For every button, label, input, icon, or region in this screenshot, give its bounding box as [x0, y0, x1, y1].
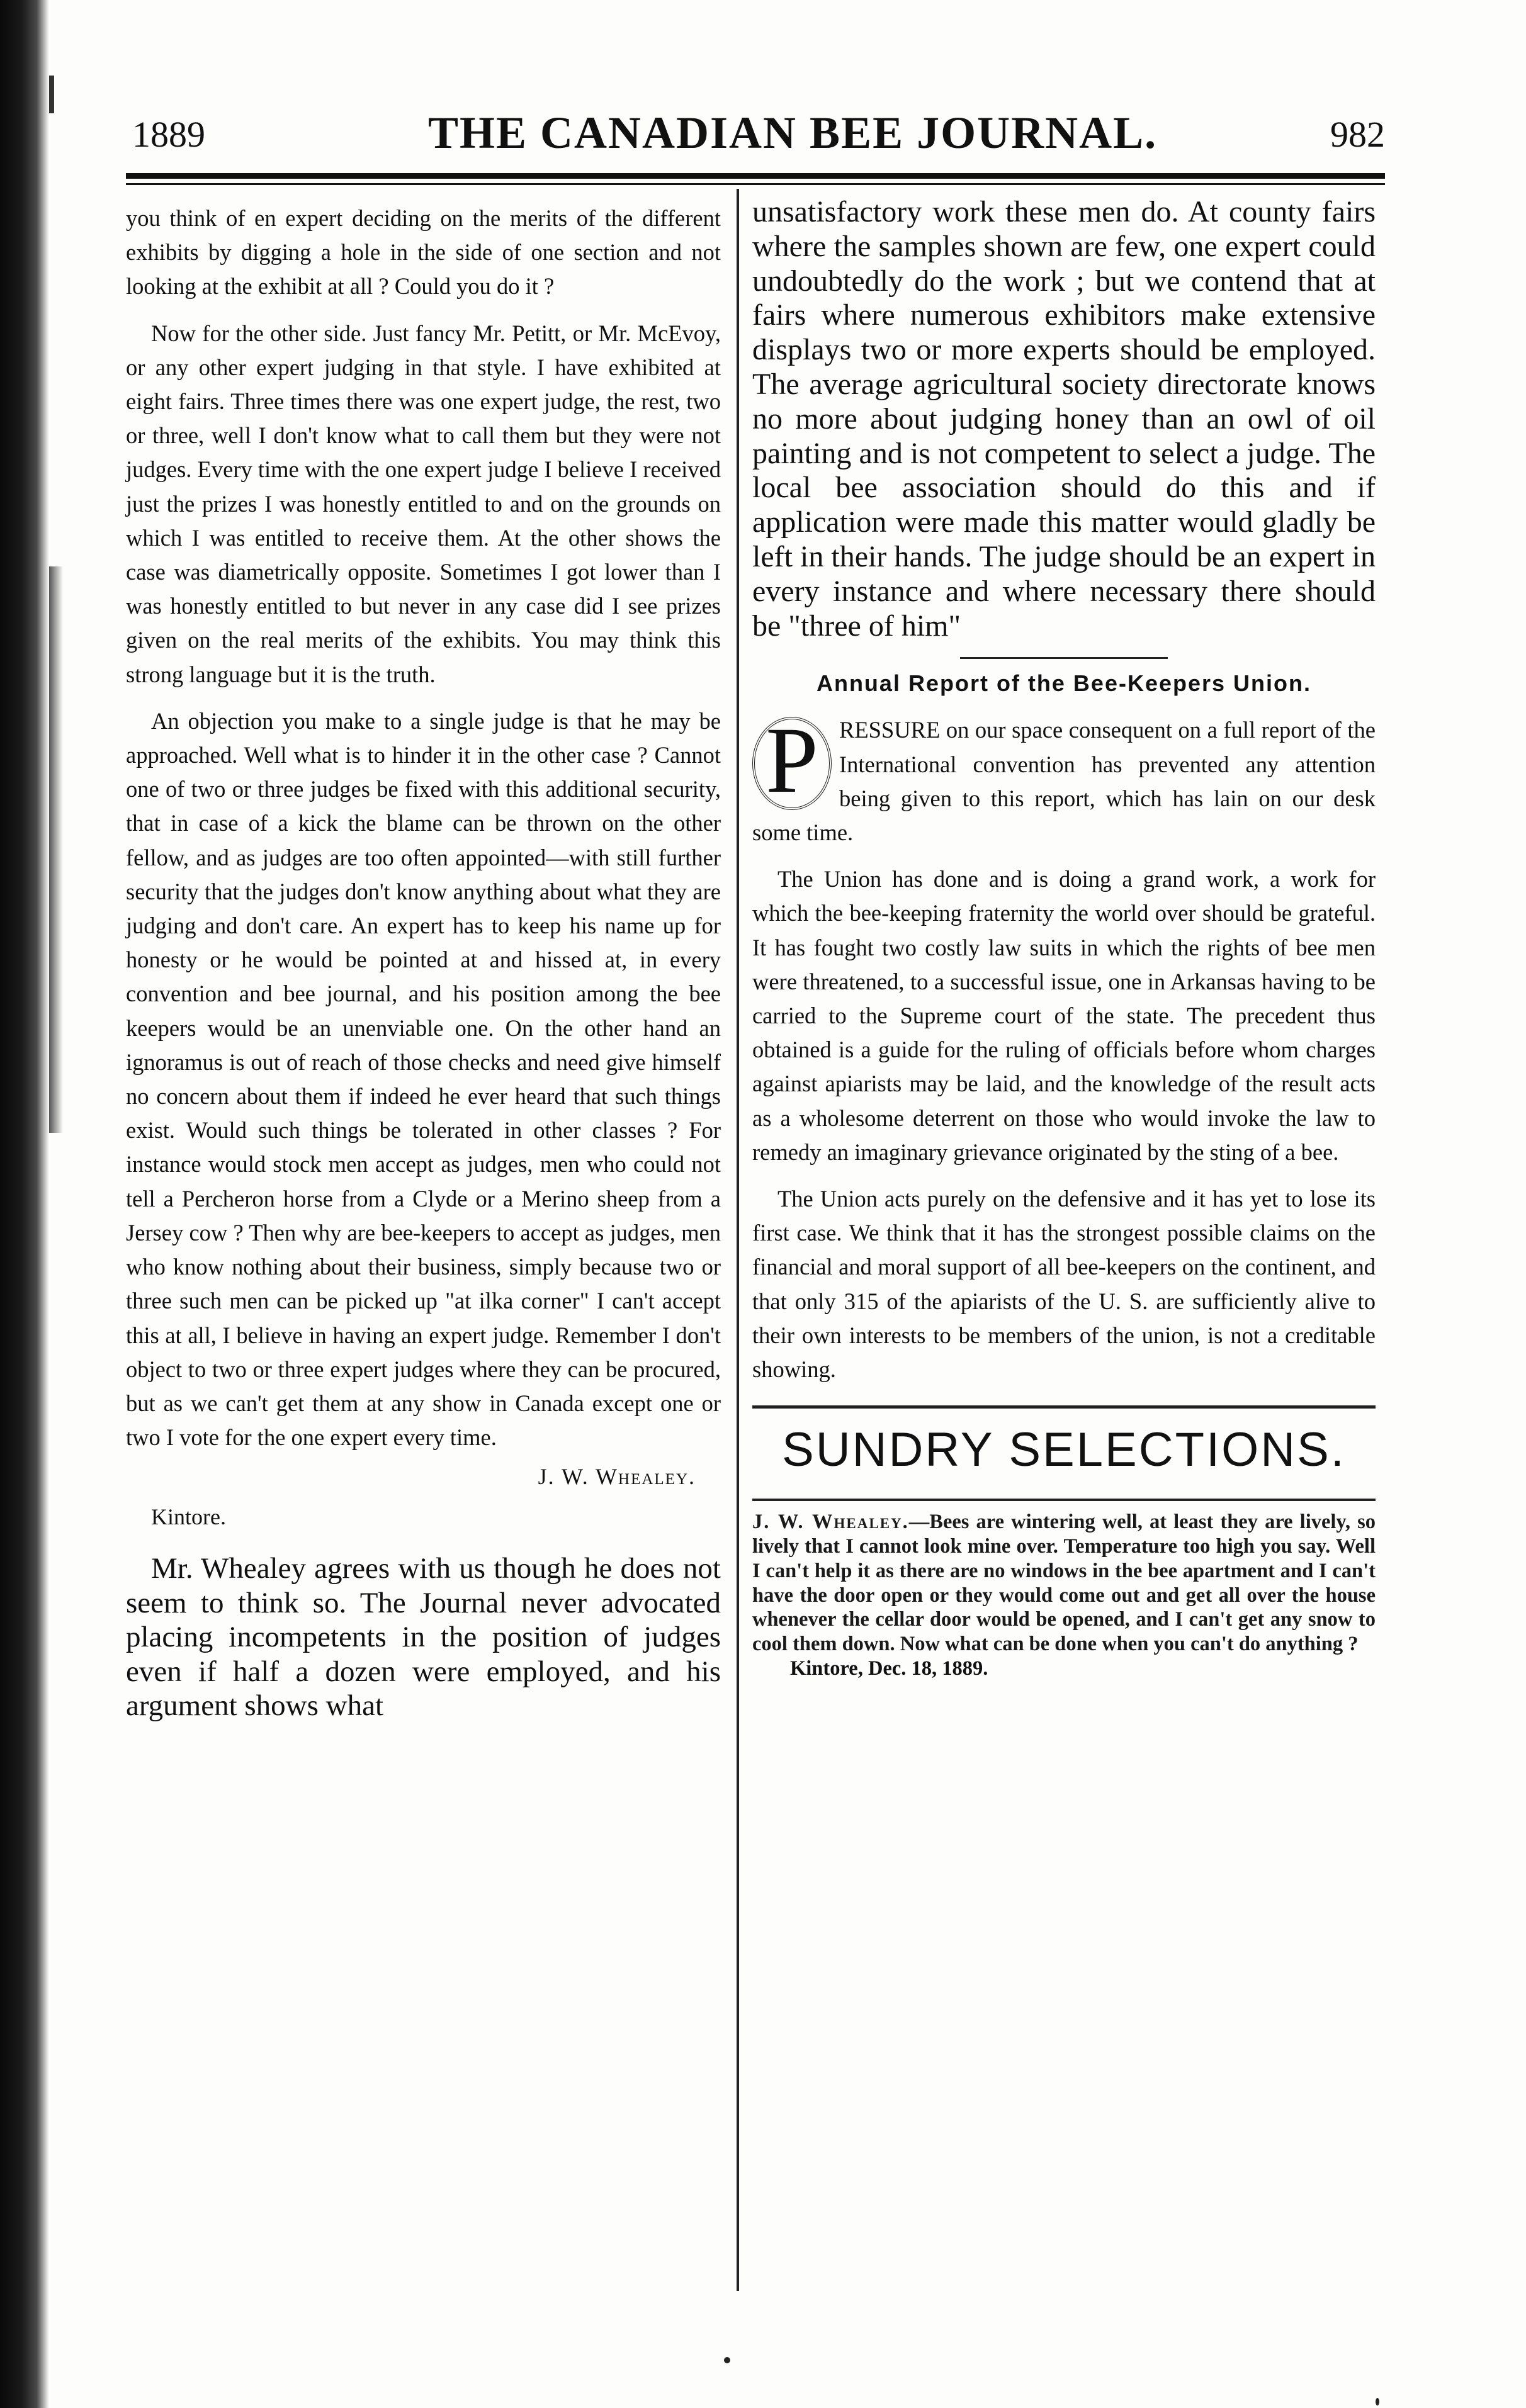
letter-paragraph: Now for the other side. Just fancy Mr. Petitt, or Mr. McEvoy, or any other expert judging in that style. I have exhibited at eight fairs. Three times there was one expert judge, the rest, two or three, well I don't know what to call them but they were not judges. Every time with the one expert judge I believe I received just the prizes I was honestly entitled to and on the grounds on which I was entitled to receive them. At the other shows the case was diametrically opposite. Sometimes I got lower than I was honestly entitled to but never in any case did I see prizes given on the real merits of the exhibits. You may think this strong language but it is the truth. [126, 320, 721, 687]
letter-paragraph: An objection you make to a single judge is that he may be approached. Well what is to hinder it in the other case ? Cannot one of two or three judges be fixed with this additional security, that in case of a kick the blame can be thrown on the other fellow, and as judges are too often appointed—with still further security that the judges don't know anything about what they are judging and don't care. An expert has to keep his name up for honesty or he would be pointed at and hissed at, in every convention and bee journal, and his position among the bee keepers would be an unenviable one. On the other hand an ignoramus is out of reach of those checks and need give himself no concern about them if indeed he ever heard that such things exist. Would such things be tolerated in other classes ? For instance would stock men accept as judges, men who could not tell a Percheron horse from a Clyde or a Merino sheep from a Jersey cow ? Then why are bee-keepers to accept as judges, men who know nothing about their business, simply because two or three such men can be picked up "at ilka corner" I can't accept this at all, I believe in having an expert judge. Remember I don't object to two or three expert judges where they can be procured, but as we can't get them at any show in Canada except one or two I vote for the one expert every time. [126, 707, 721, 1451]
report-intro [752, 708, 1376, 850]
letter-signature: J. W. Whealey. [538, 1464, 696, 1490]
right-column [752, 195, 1376, 1680]
column-divider [737, 189, 739, 2291]
report-paragraph: The Union acts purely on the defensive and it has yet to lose its first case. We think that it has the strongest possible claims on the financial and moral support of all bee-keepers on the continent, and that only 315 of the apiarists of the U. S. are sufficiently alive to their own interests to be members of the union, is not a creditable showing. [752, 1186, 1376, 1383]
section-rule [752, 1499, 1376, 1501]
scan-mark [49, 76, 54, 113]
editorial-paragraph: Mr. Whealey agrees with us though he does not seem to think so. The Journal never advocated placing incompetents in the position of judges even if half a dozen were employed, and his argument shows what [126, 1552, 721, 1723]
sundry-heading: SUNDRY SELECTIONS. [782, 1423, 1346, 1477]
page-header [126, 94, 1385, 164]
journal-title: THE CANADIAN BEE JOURNAL. [428, 108, 1158, 158]
editorial-continued: unsatisfactory work these men do. At county fairs where the samples shown are few, one expert could undoubtedly do the work ; but we contend that at fairs where numerous exhibitors make extensive displays two or more experts should be employed. The average agricultural society directorate knows no more about judging honey than an owl of oil painting and is not competent to select a judge. The local bee association should do this and if application were made this matter would gladly be left in their hands. The judge should be an expert in every instance and where necessary there should be "three of him" [752, 195, 1376, 643]
page-number: 982 [1330, 114, 1385, 155]
section-rule [960, 657, 1168, 659]
letter-paragraph: you think of en expert deciding on the merits of the different exhibits by digging a hole in the side of one section and not looking at the exhibit at all ? Could you do it ? [126, 205, 721, 300]
sundry-entry [752, 1510, 1376, 1657]
scan-speck [1376, 2398, 1379, 2405]
sundry-place: Kintore, Dec. 18, 1889. [790, 1657, 988, 1680]
report-heading: Annual Report of the Bee-Keepers Union. [816, 670, 1312, 697]
left-column [126, 201, 721, 1723]
scan-shadow [49, 566, 63, 1133]
section-rule [752, 1405, 1376, 1409]
report-paragraph: The Union has done and is doing a grand work, a work for which the bee-keeping fraternity the world over should be grateful. It has fought two costly law suits in which the rights of bee men were threatened, to a successful issue, one in Arkansas having to be carried to the Supreme court of the state. The precedent thus obtained is a guide for the ruling of officials before whom charges against apiarists may be laid, and the knowledge of the result acts as a wholesome deterrent on those who would invoke the law to remedy an imaginary grievance originated by the sting of a bee. [752, 866, 1376, 1165]
sundry-body: —Bees are wintering well, at least they are lively, so lively that I cannot look mine over. Temperature too high you say. Well I can't help it as there are no windows in the bee apartment and I can't have the door open or they would come out and get all over the house whenever the cellar door would be opened, and I can't get any snow to cool them down. Now what can be done when you can't do anything ? [752, 1511, 1376, 1656]
header-rule-thin [126, 183, 1385, 185]
report-paragraph: RESSURE on our space consequent on a full report of the International convention has prevented any attention being given to this report, which has lain on our desk some time. [752, 717, 1376, 845]
sundry-author: J. W. Whealey. [752, 1511, 909, 1534]
book-spine-shadow [0, 0, 49, 2408]
letter-place: Kintore. [151, 1504, 226, 1530]
header-rule [126, 173, 1385, 179]
header-year: 1889 [132, 114, 205, 155]
ornamental-dropcap: P [752, 717, 832, 810]
scan-speck [724, 2357, 730, 2363]
